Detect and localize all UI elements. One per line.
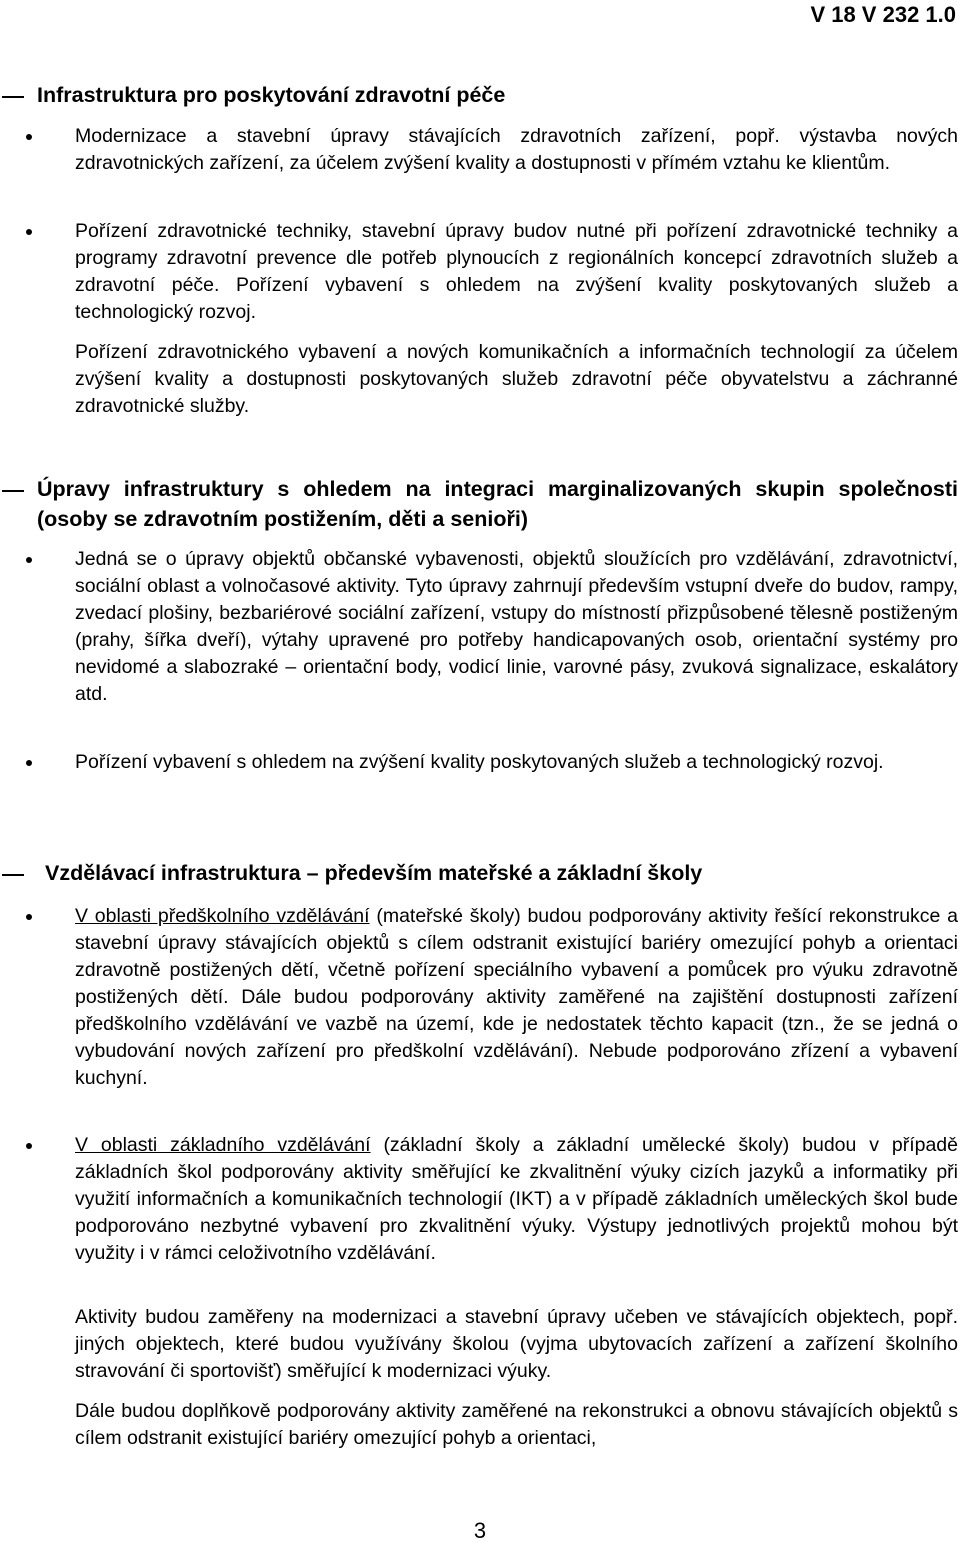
section-heading: Infrastruktura pro poskytování zdravotní péče	[37, 83, 506, 107]
list-item-text: (mateřské školy) budou podporovány aktivity řešící rekonstrukce a stavební úpravy stávajících objektů s cílem odstranit existující bariéry omezující pohyb a orientaci zdravotně postižených dětí, včetně pořízení speciálního vybavení a pomůcek pro výuku zdravotně postižených dětí. Dále budou podporovány aktivity zaměřené na zajištění dostupnosti zařízení předškolního vzdělávání ve vazbě na území, kde je nedostatek těchto kapacit (tzn., že se jedná o vybudování nových zařízení pro předškolní vzdělávání). Nebude podporováno zřízení a vybavení kuchyní.	[75, 905, 959, 1089]
paragraph: Pořízení zdravotnického vybavení a nových komunikačních a informačních technologií za účelem zvýšení kvality a dostupnosti poskytovaných služeb zdravotní péče obyvatelstvu a záchranné zdravotnické služby.	[75, 341, 958, 417]
list-item	[75, 218, 958, 326]
list-item-text: (základní školy a základní umělecké školy) budou v případě základních škol podporovány aktivity směřující ke zkvalitnění výuky cizích jazyků a informatiky při využití informačních a komunikačních technologií (IKT) a v případě základních uměleckých škol bude podporováno nezbytné vybavení pro zkvalitnění výuky. Výstupy jednotlivých projektů mohou být využity i v rámci celoživotního vzdělávání.	[75, 1134, 958, 1264]
list-item-text: Pořízení vybavení s ohledem na zvýšení kvality poskytovaných služeb a technologický rozvoj.	[75, 751, 884, 773]
list-item-text: Pořízení zdravotnické techniky, stavební úpravy budov nutné při pořízení zdravotnické techniky a programy zdravotní prevence dle potřeb plynoucích z regionálních koncepcí zdravotních služeb a zdravotní péče. Pořízení vybavení s ohledem na zvýšení kvality poskytovaných služeb a technologický rozvoj.	[75, 220, 958, 323]
paragraph: Dále budou doplňkově podporovány aktivity zaměřené na rekonstrukci a obnovu stávajících objektů s cílem odstranit existující bariéry omezující pohyb a orientaci,	[75, 1400, 958, 1449]
bullet-icon	[26, 134, 32, 140]
document-code: V 18 V 232 1.0	[810, 2, 956, 27]
section-dash	[2, 874, 24, 876]
section-heading: Vzdělávací infrastruktura – především mateřské a základní školy	[45, 861, 703, 885]
list-item	[75, 903, 958, 1092]
bullet-icon	[26, 760, 32, 766]
list-item	[75, 1132, 958, 1267]
list-item-text: Jedná se o úpravy objektů občanské vybavenosti, objektů sloužících pro vzdělávání, zdravotnictví, sociální oblast a volnočasové aktivity. Tyto úpravy zahrnují především vstupní dveře do budov, rampy, zvedací plošiny, bezbariérové sociální zařízení, vstupy do místností přizpůsobené tělesně postiženým (prahy, šířka dveří), výtahy upravené pro potřeby handicapovaných osob, orientační systémy pro nevidomé a slabozraké – orientační body, vodicí linie, varovné pásy, zvuková signalizace, eskalátory atd.	[75, 548, 958, 705]
bullet-icon	[26, 1143, 32, 1149]
bullet-icon	[26, 914, 32, 920]
section-heading: Úpravy infrastruktury s ohledem na integraci marginalizovaných skupin společnosti (osoby se zdravotním postižením, děti a senioři)	[37, 477, 958, 531]
page-number: 3	[473, 1518, 487, 1543]
section-dash	[2, 96, 24, 98]
list-item	[75, 749, 958, 776]
bullet-icon	[26, 557, 32, 563]
section-dash	[2, 490, 24, 492]
list-item-lead: V oblasti základního vzdělávání	[75, 1134, 371, 1156]
list-item-lead: V oblasti předškolního vzdělávání	[75, 905, 370, 927]
paragraph: Aktivity budou zaměřeny na modernizaci a stavební úpravy učeben ve stávajících objektech, popř. jiných objektech, které budou využívány školou (vyjma ubytovacích zařízení a zařízení školního stravování či sportovišť) směřující k modernizaci výuky.	[75, 1306, 958, 1382]
list-item-text: Modernizace a stavební úpravy stávajících zdravotních zařízení, popř. výstavba nových zdravotnických zařízení, za účelem zvýšení kvality a dostupnosti v přímém vztahu ke klientům.	[75, 125, 958, 174]
list-item	[75, 123, 958, 177]
list-item	[75, 546, 958, 708]
bullet-icon	[26, 229, 32, 235]
